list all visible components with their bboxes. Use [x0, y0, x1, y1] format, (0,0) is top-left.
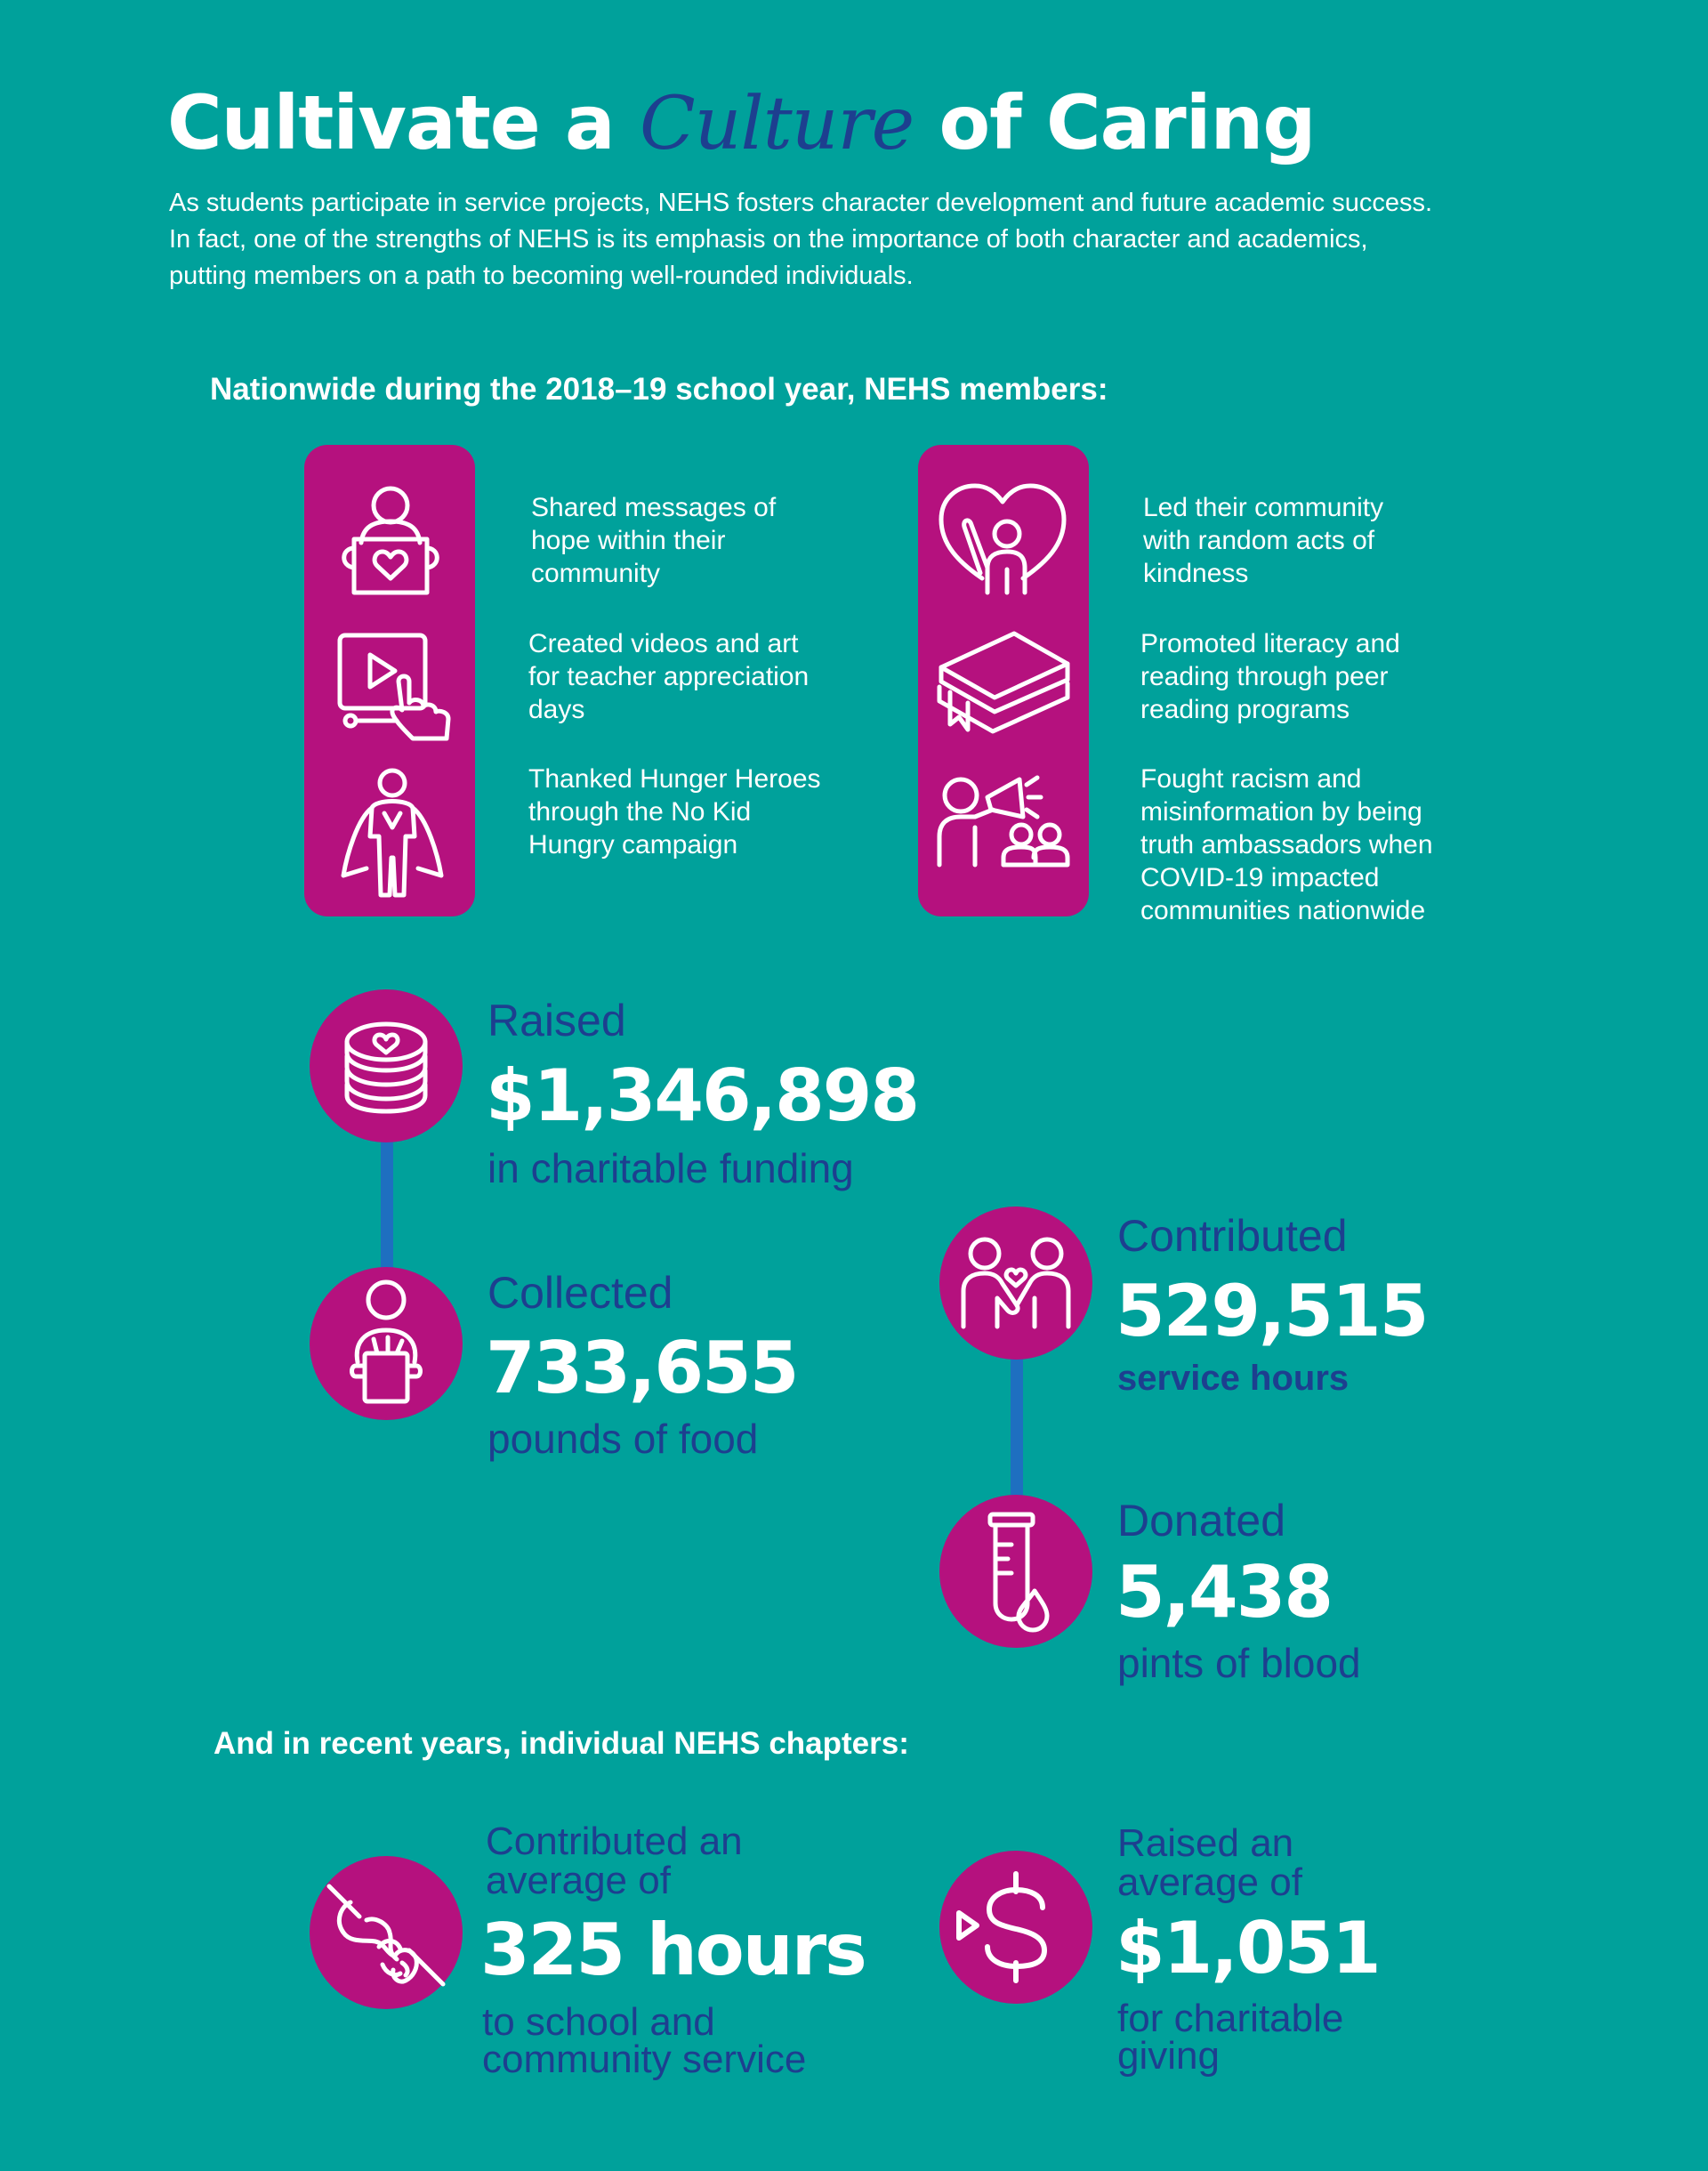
stat-unit: pounds of food: [487, 1416, 759, 1462]
nationwide-item-text: Thanked Hunger Heroes through the No Kid Hungry campaign: [528, 764, 821, 860]
stat-value: 529,515: [1116, 1270, 1428, 1352]
heart-wave-icon: [936, 480, 1069, 596]
stat-value: $1,346,898: [486, 1054, 919, 1137]
intro-line: putting members on a path to becoming well-rounded individuals.: [169, 262, 914, 290]
chapter-stat-unit: [482, 2000, 807, 2081]
stat-value: 733,655: [486, 1327, 798, 1409]
label-line: average of: [486, 1859, 671, 1902]
nationwide-item-text: Led their community with random acts of kindness: [1143, 493, 1384, 588]
nationwide-item-text: Fought racism and misinformation by being truth ambassadors when COVID-19 impacted communities nationwide: [1140, 764, 1433, 925]
chapter-stat-value: $1,051: [1116, 1907, 1380, 1989]
dollar-icon: [939, 1851, 1092, 2004]
nationwide-item-text: Created videos and art for teacher appreciation days: [528, 629, 810, 724]
stat-unit: in charitable funding: [487, 1145, 854, 1191]
label-line: Raised an: [1117, 1821, 1294, 1865]
title-after: of Caring: [939, 79, 1316, 166]
intro-line: As students participate in service projects, NEHS fosters character development and future academic success.: [169, 189, 1433, 217]
title-accent: Culture: [639, 82, 914, 166]
chapter-stat-label: [1117, 1821, 1302, 1904]
chapter-stat-unit: [1117, 1997, 1344, 2078]
unit-line: community service: [482, 2038, 807, 2081]
video-touch-icon: [334, 628, 455, 744]
stat-unit: service hours: [1117, 1359, 1349, 1398]
coins-heart-icon: [310, 989, 463, 1142]
label-line: average of: [1117, 1860, 1302, 1904]
intro-paragraph: [169, 185, 1503, 295]
unit-line: giving: [1117, 2034, 1220, 2078]
stat-unit: pints of blood: [1117, 1640, 1361, 1686]
stat-value: 5,438: [1116, 1551, 1333, 1634]
connector-line: [1011, 1352, 1023, 1504]
label-line: Contributed an: [486, 1820, 743, 1863]
helping-hands-icon: [310, 1856, 463, 2009]
chapter-stat-label: [486, 1822, 743, 1901]
blood-vial-icon: [939, 1495, 1092, 1648]
stat-label: Raised: [487, 996, 626, 1045]
sign-heart-icon: [334, 480, 447, 598]
people-heart-icon: [939, 1207, 1092, 1360]
chapter-stat-value: 325 hours: [480, 1909, 866, 1991]
page-title: [167, 78, 1315, 169]
stat-label: Collected: [487, 1268, 673, 1318]
stat-label: Donated: [1117, 1496, 1286, 1546]
unit-line: to school and: [482, 2000, 715, 2044]
nationwide-item-text: Shared messages of hope within their community: [531, 493, 777, 588]
hero-cape-icon: [340, 765, 445, 899]
title-before: Cultivate a: [167, 79, 615, 166]
megaphone-people-icon: [934, 765, 1073, 872]
books-icon: [934, 628, 1073, 740]
grocery-bag-icon: [310, 1267, 463, 1420]
stat-label: Contributed: [1117, 1211, 1348, 1261]
nationwide-heading: Nationwide during the 2018–19 school year, NEHS members:: [210, 372, 1108, 407]
chapters-heading: And in recent years, individual NEHS chapters:: [214, 1726, 909, 1761]
unit-line: for charitable: [1117, 1997, 1344, 2040]
intro-line: In fact, one of the strengths of NEHS is its emphasis on the importance of both character and academics,: [169, 225, 1368, 254]
nationwide-item-text: Promoted literacy and reading through peer reading programs: [1140, 629, 1400, 724]
